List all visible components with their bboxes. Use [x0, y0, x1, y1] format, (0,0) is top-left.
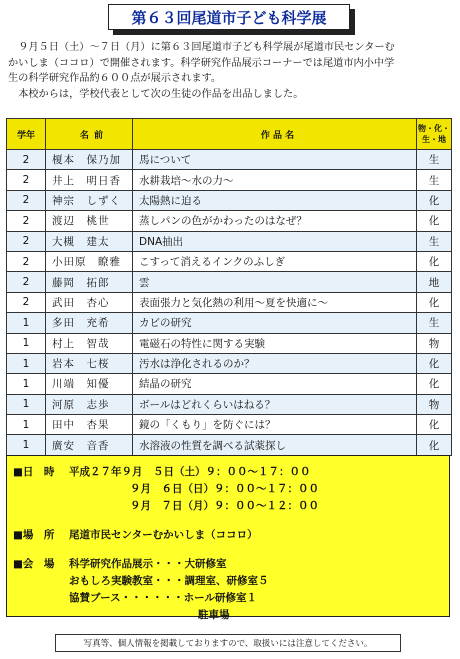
intro-line-2: かいしま（ココロ）で開催されます。科学研究作品展示コーナーでは尾道市内小中学 [8, 57, 395, 69]
grade-cell: 1 [7, 353, 46, 373]
subject-cell: 生 [417, 170, 452, 190]
date-line-3: ９月 ７日（月）９：００～１２：００ [130, 500, 319, 512]
grade-cell: 2 [7, 272, 46, 292]
venue-line-4: 駐車場 [198, 609, 230, 621]
work-cell: 馬について [133, 150, 417, 170]
title-banner [108, 4, 356, 32]
work-cell: 蒸しパンの色がかわったのはなぜ？ [133, 211, 417, 231]
subject-cell: 生 [417, 150, 452, 170]
intro-line-3: 生の科学研究作品約６００点が展示されます。 [8, 73, 222, 84]
subject-cell: 物 [417, 394, 452, 414]
grade-cell: 1 [7, 333, 46, 353]
name-cell: 廣安 音香 [46, 435, 133, 455]
work-cell: カビの研究 [133, 313, 417, 333]
grade-cell: 2 [7, 170, 46, 190]
table-row [7, 374, 452, 394]
title-box [108, 4, 350, 30]
work-cell: 結晶の研究 [133, 374, 417, 394]
name-cell: 井上 明日香 [46, 170, 133, 190]
work-cell: ボールはどれくらいはねる？ [133, 394, 417, 414]
name-cell: 神宗 しずく [46, 190, 133, 210]
grade-cell: 1 [7, 394, 46, 414]
subject-cell: 化 [417, 353, 452, 373]
name-cell: 榎本 保乃加 [46, 150, 133, 170]
intro-line-1: ９月５日（土）～７日（月）に第６３回尾道市子ども科学展が尾道市民センターむ [18, 42, 395, 53]
table-row [7, 150, 452, 170]
table-row [7, 170, 452, 190]
privacy-notice: 写真等、個人情報を掲載しておりますので、取扱いには注意してください。 [55, 634, 401, 652]
name-cell: 多田 充希 [46, 313, 133, 333]
work-cell: 水耕栽培～水の力～ [133, 170, 417, 190]
table-row [7, 353, 452, 373]
work-cell: 太陽熱に迫る [133, 190, 417, 210]
name-cell: 川端 知優 [46, 374, 133, 394]
intro-text [8, 40, 454, 102]
table-row [7, 292, 452, 312]
name-cell: 村上 智哉 [46, 333, 133, 353]
subject-cell: 化 [417, 435, 452, 455]
subject-cell: 化 [417, 211, 452, 231]
name-cell: 渡辺 桃世 [46, 211, 133, 231]
table-row [7, 435, 452, 455]
header-grade: 学年 [7, 119, 46, 150]
header-subject: 物・化・生・地 [417, 119, 452, 150]
work-cell: 汚水は浄化されるのか？ [133, 353, 417, 373]
table-header-row [7, 119, 452, 150]
table-row [7, 211, 452, 231]
table-row [7, 231, 452, 251]
name-cell: 武田 杏心 [46, 292, 133, 312]
grade-cell: 2 [7, 190, 46, 210]
subject-cell: 化 [417, 190, 452, 210]
grade-cell: 1 [7, 435, 46, 455]
subject-cell: 化 [417, 415, 452, 435]
table-body [7, 150, 452, 456]
work-cell: 雲 [133, 272, 417, 292]
table-row [7, 333, 452, 353]
place-value: 尾道市民センターむかいしま（ココロ） [69, 529, 258, 541]
grade-cell: 1 [7, 415, 46, 435]
grade-cell: 1 [7, 313, 46, 333]
name-cell: 小田原 瞭雅 [46, 251, 133, 271]
grade-cell: 2 [7, 150, 46, 170]
intro-line-4: 本校からは，学校代表として次の生徒の作品を出品しました。 [18, 88, 304, 100]
work-cell: 水溶液の性質を調べる試薬探し [133, 435, 417, 455]
subject-cell: 化 [417, 251, 452, 271]
date-label: ■日 時 [13, 466, 55, 478]
subject-cell: 地 [417, 272, 452, 292]
work-cell: 表面張力と気化熱の利用～夏を快適に～ [133, 292, 417, 312]
venue-line-1: 科学研究作品展示・・・大研修室 [69, 558, 227, 570]
name-cell: 藤岡 拓郎 [46, 272, 133, 292]
table-row [7, 394, 452, 414]
table-row [7, 272, 452, 292]
place-label: ■場 所 [13, 529, 55, 541]
table-row [7, 313, 452, 333]
venue-label: ■会 場 [13, 558, 55, 570]
table-row [7, 415, 452, 435]
date-line-1: 平成２７年９月 ５日（土）９：００～１７：００ [69, 466, 311, 478]
subject-cell: 生 [417, 313, 452, 333]
event-info-box [6, 455, 450, 621]
page-title: 第６３回尾道市子ども科学展 [131, 8, 327, 27]
grade-cell: 2 [7, 251, 46, 271]
grade-cell: 2 [7, 211, 46, 231]
grade-cell: 1 [7, 374, 46, 394]
venue-line-2: おもしろ実験教室・・・調理室、研修室５ [69, 575, 269, 587]
name-cell: 河原 志歩 [46, 394, 133, 414]
subject-cell: 化 [417, 292, 452, 312]
work-cell: こすって消えるインクのふしぎ [133, 251, 417, 271]
subject-cell: 化 [417, 374, 452, 394]
entries-table [6, 118, 452, 456]
table-row [7, 190, 452, 210]
subject-cell: 物 [417, 333, 452, 353]
table-row [7, 251, 452, 271]
work-cell: 電磁石の特性に関する実験 [133, 333, 417, 353]
header-work: 作 品 名 [133, 119, 417, 150]
name-cell: 大槻 建太 [46, 231, 133, 251]
grade-cell: 2 [7, 231, 46, 251]
header-name: 名 前 [46, 119, 133, 150]
venue-line-3: 協賛ブース・・・・・・ホール研修室１ [69, 592, 257, 604]
grade-cell: 2 [7, 292, 46, 312]
date-line-2: ９月 ６日（日）９：００～１７：００ [130, 483, 319, 495]
work-cell: DNA抽出 [133, 231, 417, 251]
name-cell: 岩本 七桜 [46, 353, 133, 373]
subject-cell: 生 [417, 231, 452, 251]
name-cell: 田中 杏果 [46, 415, 133, 435]
work-cell: 鏡の「くもり」を防ぐには？ [133, 415, 417, 435]
